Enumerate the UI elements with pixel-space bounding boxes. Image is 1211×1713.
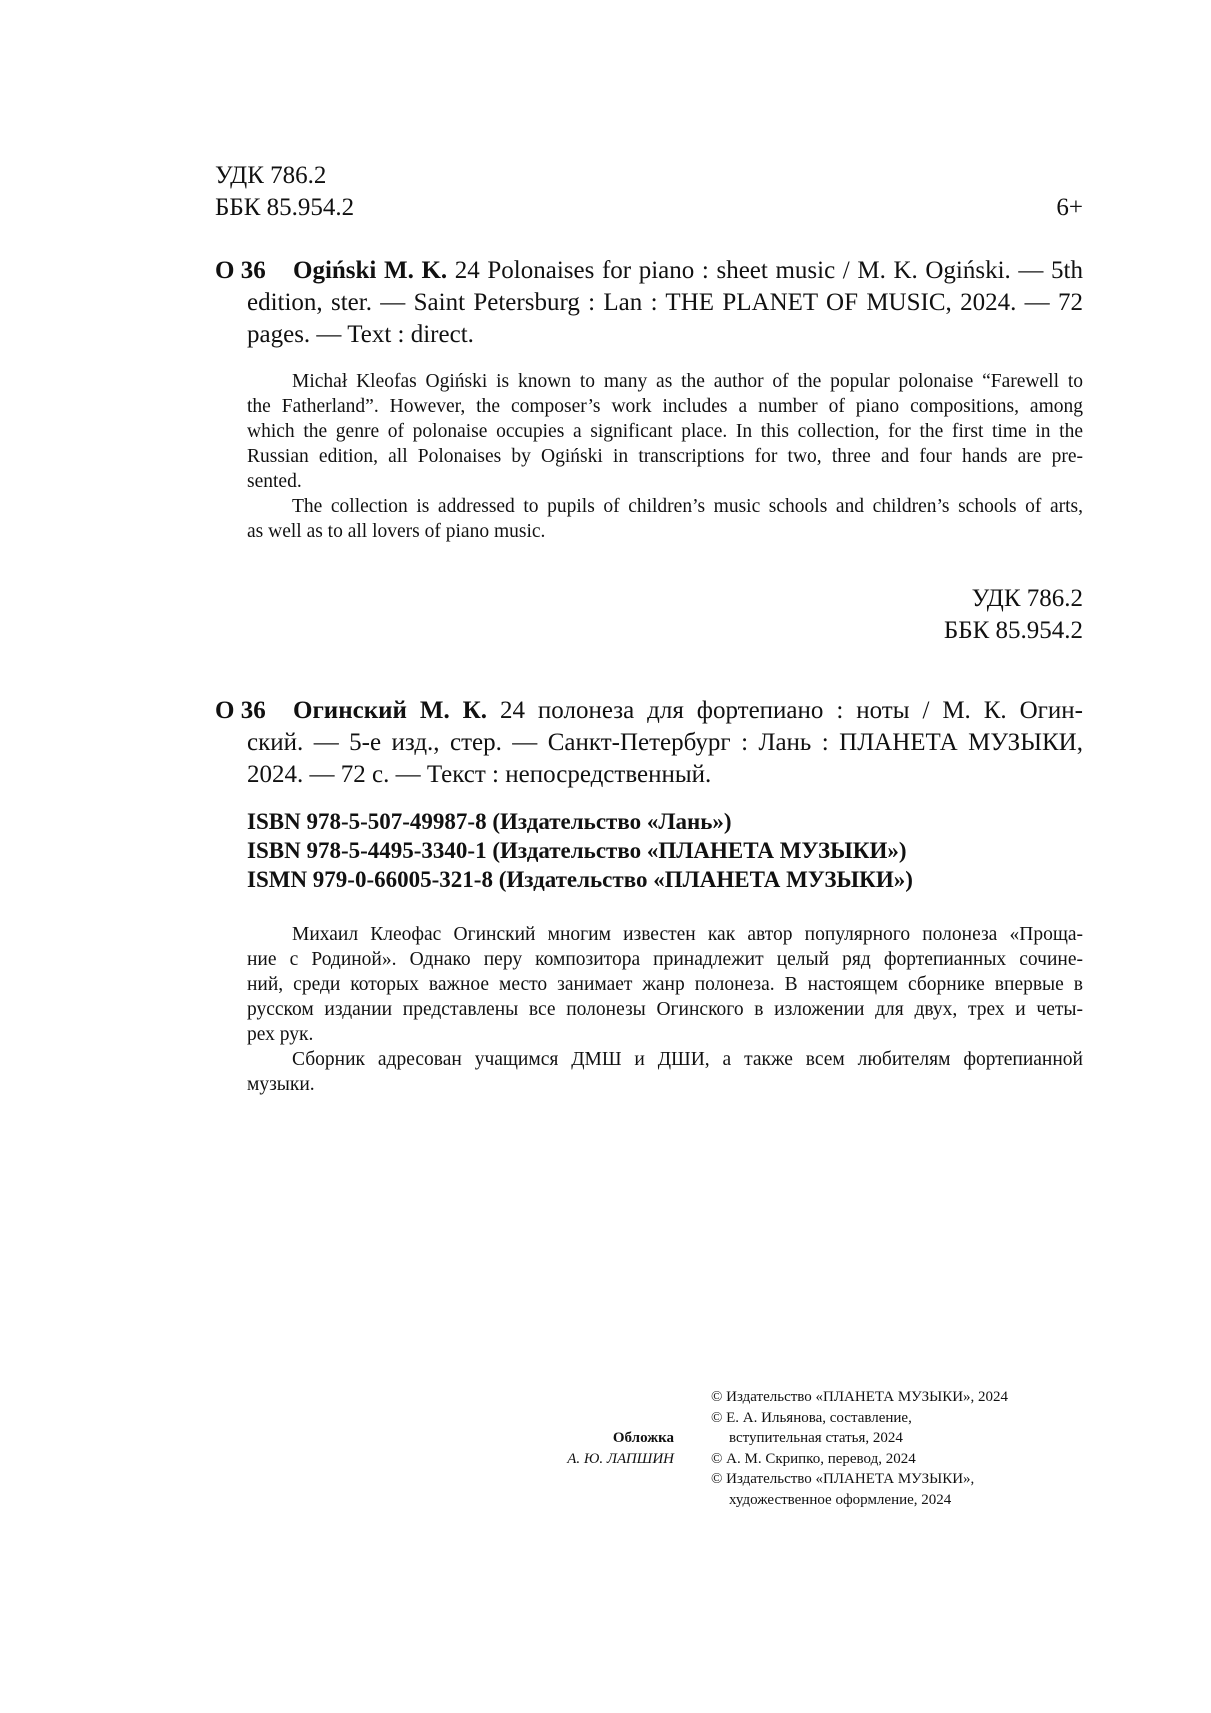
copyright-line: вступительная статья, 2024 [729, 1430, 903, 1446]
ismn-planet: ISMN 979-0-66005-321-8 (Издательство «ПЛАНЕТА МУЗЫКИ») [247, 867, 913, 892]
annotation-line: Михаил Клеофас Огинский многим известен как автор популярного полонеза «Проща- [292, 924, 1083, 945]
entry-line: ский. — 5-е изд., стер. — Санкт-Петербург : Лань : ПЛАНЕТА МУЗЫКИ, [247, 729, 1083, 756]
title-text: 24 Polonaises for piano : sheet music / M. K. Ogiński. — 5th [454, 257, 1083, 284]
author-sign-code: О 36 [215, 257, 266, 284]
cover-designer: А. Ю. ЛАПШИН [567, 1451, 674, 1467]
copyright-line: © А. М. Скрипко, перевод, 2024 [711, 1450, 916, 1467]
author-sign-code: О 36 [215, 697, 266, 724]
annotation-line: as well as to all lovers of piano music. [247, 521, 546, 542]
annotation-line: рех рук. [247, 1024, 314, 1045]
entry-line: 2024. — 72 с. — Текст : непосредственный. [247, 761, 712, 788]
copyright-line: художественное оформление, 2024 [729, 1491, 952, 1508]
entry-line [215, 255, 1083, 287]
annotation-ru [247, 922, 1083, 1097]
age-rating: 6+ [1056, 194, 1083, 221]
copyright-line: © Издательство «ПЛАНЕТА МУЗЫКИ», [711, 1471, 975, 1487]
author-name: Огинский М. К. [293, 697, 488, 724]
copyright-line: © Е. А. Ильянова, составление, [711, 1409, 912, 1426]
udk-code: УДК 786.2 [215, 162, 327, 189]
annotation-line: Сборник адресован учащимся ДМШ и ДШИ, а также всем любителям фортепианной [292, 1049, 1083, 1070]
annotation-line: ний, среди которых важное место занимает жанр полонеза. В настоящем сборнике впервые в [247, 974, 1083, 995]
annotation-line: Russian edition, all Polonaises by Ogiński in transcriptions for two, three and four hands are pre- [247, 446, 1083, 467]
copyright-block [711, 1387, 1008, 1510]
annotation-line: ние с Родиной». Однако перу композитора принадлежит целый ряд фортепианных сочине- [247, 949, 1083, 970]
annotation-en [247, 369, 1083, 544]
isbn-lan: ISBN 978-5-507-49987-8 (Издательство «Лань») [247, 809, 732, 834]
cover-credit [567, 1428, 674, 1470]
udk-code: УДК 786.2 [971, 585, 1083, 612]
annotation-line: The collection is addressed to pupils of children’s music schools and children’s schools of arts, [292, 496, 1083, 517]
annotation-line: Michał Kleofas Ogiński is known to many as the author of the popular polonaise “Farewell to [292, 371, 1083, 392]
bibliographic-entry-en [215, 255, 1083, 351]
bbk-code: ББК 85.954.2 [943, 617, 1083, 644]
classification-right [944, 583, 1083, 647]
entry-line: edition, ster. — Saint Petersburg : Lan : THE PLANET OF MUSIC, 2024. — 72 [247, 289, 1083, 316]
cover-label: Обложка [612, 1430, 674, 1446]
entry-line [215, 695, 1083, 727]
bibliographic-entry-ru [215, 695, 1083, 791]
identifiers-block [247, 807, 913, 894]
entry-line: pages. — Text : direct. [247, 321, 474, 348]
title-text: 24 полонеза для фортепиано : ноты / М. К. Огин- [499, 697, 1084, 724]
annotation-line: which the genre of polonaise occupies a significant place. In this collection, for the first time in the [247, 421, 1083, 442]
author-name: Ogiński M. K. [293, 257, 448, 284]
bbk-code: ББК 85.954.2 [215, 194, 355, 221]
annotation-line: sented. [247, 471, 302, 492]
annotation-line: the Fatherland”. However, the composer’s work includes a number of piano compositions, among [247, 396, 1083, 417]
copyright-line: © Издательство «ПЛАНЕТА МУЗЫКИ», 2024 [711, 1389, 1009, 1405]
annotation-line: музыки. [247, 1074, 315, 1095]
annotation-line: русском издании представлены все полонезы Огинского в изложении для двух, трех и четы- [247, 999, 1083, 1020]
isbn-planet: ISBN 978-5-4495-3340-1 (Издательство «ПЛАНЕТА МУЗЫКИ») [247, 838, 907, 863]
